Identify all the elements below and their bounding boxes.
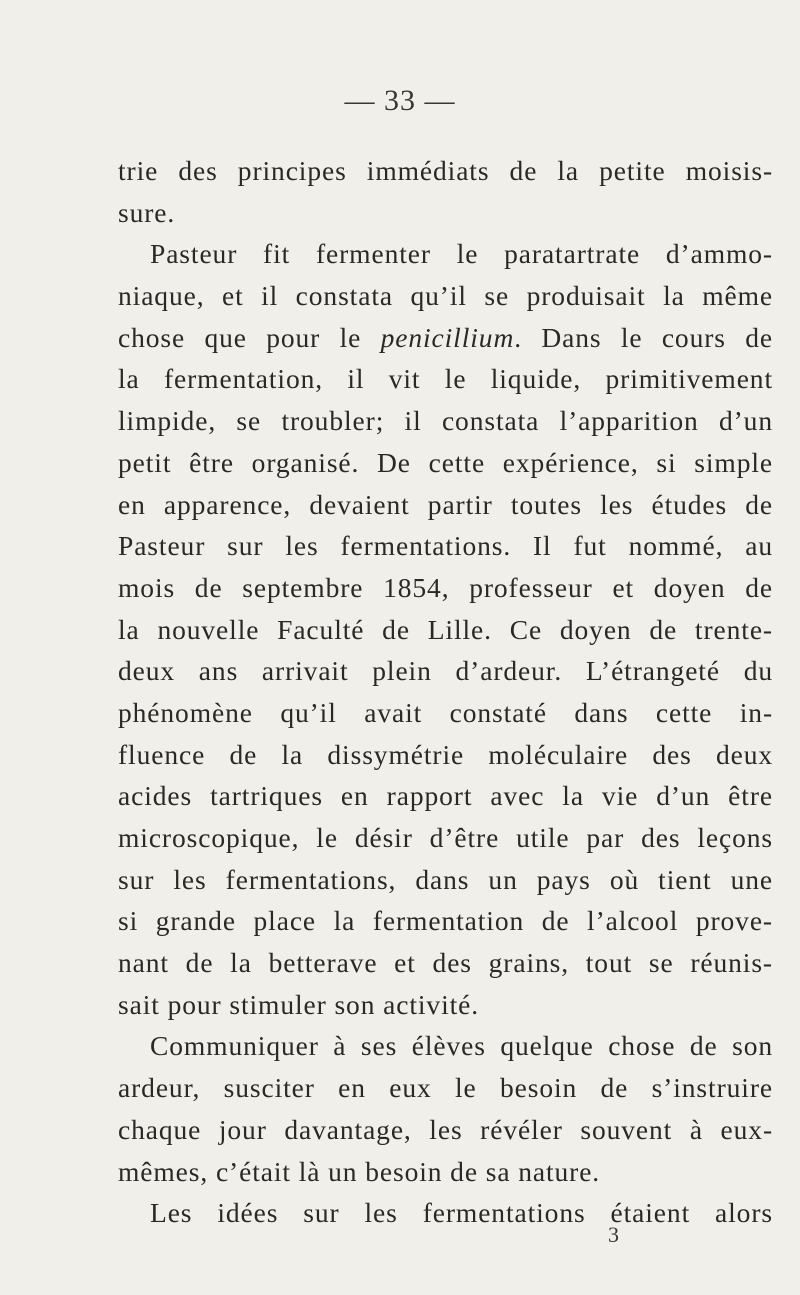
- body-text: [118, 150, 773, 1234]
- text-line: si grande place la fermentation de l’alcool prove-: [118, 905, 773, 937]
- text-line: microscopique, le désir d’être utile par des leçons: [118, 822, 773, 853]
- text-segment: . Dans le cours de: [514, 321, 773, 353]
- text-line: trie des principes immédiats de la petite moisis-: [118, 155, 773, 186]
- text-line: phénomène qu’il avait constaté dans cette in-: [118, 696, 773, 728]
- text-line: niaque, et il constata qu’il se produisait la même: [118, 280, 773, 312]
- text-line: Pasteur sur les fermentations. Il fut nommé, au: [118, 530, 773, 562]
- text-line: limpide, se troubler; il constata l’apparition d’un: [118, 405, 773, 437]
- text-line: en apparence, devaient partir toutes les études de: [118, 488, 773, 520]
- page-number-header: — 33 —: [344, 84, 456, 117]
- italic-term: penicillium: [380, 321, 515, 353]
- text-line: petit être organisé. De cette expérience, si simple: [118, 446, 773, 478]
- text-line: sur les fermentations, dans un pays où tient une: [118, 863, 773, 895]
- text-line-with-italic: [118, 317, 773, 359]
- text-line: acides tartriques en rapport avec la vie d’un être: [118, 780, 773, 812]
- text-line: mois de septembre 1854, professeur et doyen de: [118, 571, 773, 603]
- text-segment: chose que pour le: [118, 321, 381, 353]
- text-line: fluence de la dissymétrie moléculaire des deux: [118, 738, 773, 770]
- text-line: deux ans arrivait plein d’ardeur. L’étrangeté du: [118, 655, 773, 687]
- text-line: sure.: [118, 196, 176, 228]
- text-line: Les idées sur les fermentations étaient alors: [150, 1197, 773, 1229]
- text-line: sait pour stimuler son activité.: [118, 988, 480, 1020]
- signature-mark: 3: [608, 1222, 619, 1247]
- text-line: la nouvelle Faculté de Lille. Ce doyen de trente-: [118, 613, 773, 645]
- text-line: ardeur, susciter en eux le besoin de s’instruire: [118, 1072, 773, 1104]
- text-line: Pasteur fit fermenter le paratartrate d’ammo-: [150, 238, 773, 270]
- text-line: Communiquer à ses élèves quelque chose de son: [150, 1030, 773, 1062]
- text-line: nant de la betterave et des grains, tout se réunis-: [118, 947, 773, 979]
- text-line: mêmes, c’était là un besoin de sa nature.: [118, 1155, 601, 1187]
- text-line: chaque jour davantage, les révéler souvent à eux-: [118, 1113, 773, 1145]
- text-line: la fermentation, il vit le liquide, primitivement: [118, 363, 773, 395]
